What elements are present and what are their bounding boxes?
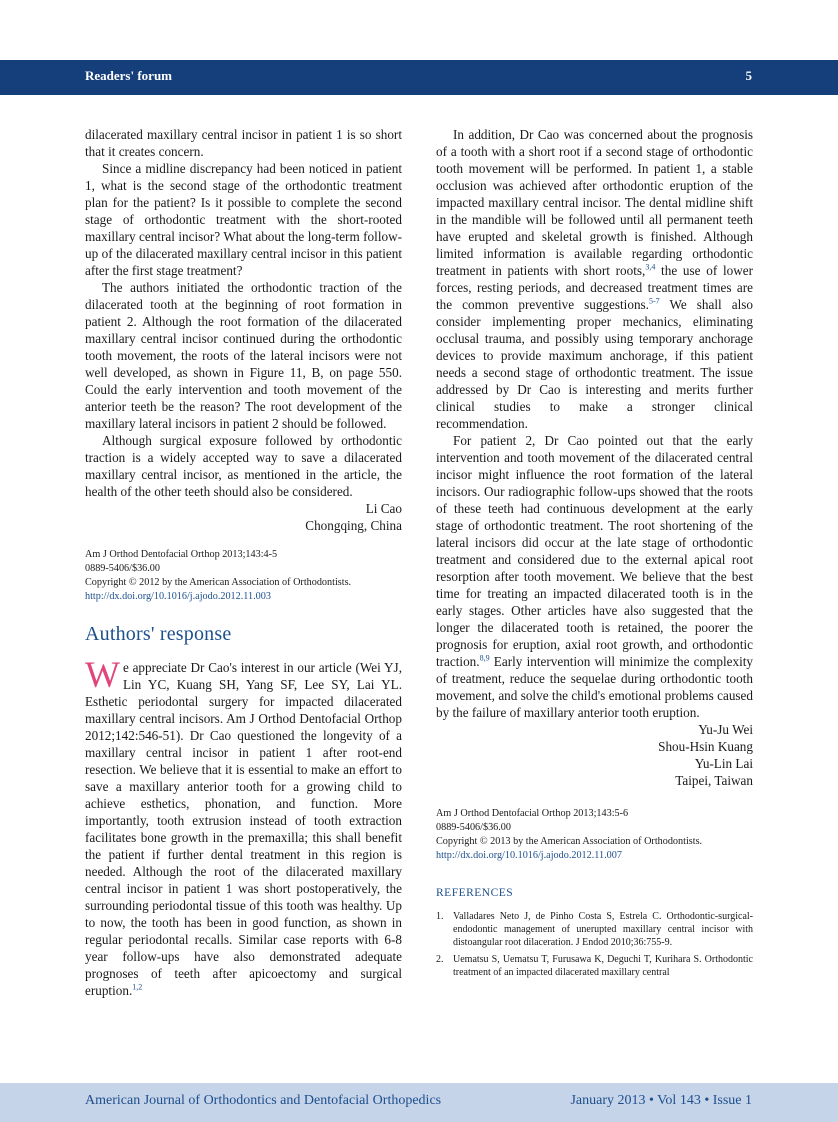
drop-cap: W (85, 655, 120, 696)
letter-paragraph: The authors initiated the orthodontic traction of the dilacerated tooth at the beginning of root formation in patient 2. Although the root formation of the dilacerated maxillary central incisor continued during the orthodontic tooth movement, the roots of the lateral incisors were not well developed, as shown in Figure 11, B, on page 550. Could the early intervention and tooth movement of the anterior teeth be the reason? The root development of the maxillary lateral incisors in patient 2 should be followed. (85, 280, 402, 431)
response-text: For patient 2, Dr Cao pointed out that the early intervention and tooth movement of the dilacerated central incisor might influence the root formation of the lateral incisors. Our radiographic follow-ups showed that the roots of these teeth had continuous development at the early stage of orthodontic treatment. The root shortening of the lateral incisors did occur at the late stage of orthodontic treatment and considered due to the external apical root resorption after tooth movement. We believe that the best time for treating an impacted dilacerated tooth is in the early stages. Other articles have also suggested that the longer the dilacerated tooth is retained, the poorer the prognosis for eruption, axial root growth, and orthodontic traction. (436, 433, 753, 669)
citation-issn: 0889-5406/$36.00 (436, 822, 511, 833)
response-author: Shou-Hsin Kuang (658, 739, 753, 754)
response-heading: Authors' response (85, 623, 232, 645)
response-location: Taipei, Taiwan (675, 773, 753, 788)
response-text: We shall also consider implementing proper mechanics, eliminating occlusal trauma, and possibly using temporary anchorage devices to provide maximum anchorage, if this patient needs a second stage of orthodontic treatment. The issue addressed by Dr Cao is interesting and merits further clinical studies to make a stronger clinical recommendation. (436, 297, 753, 431)
page-number: 5 (745, 68, 752, 83)
section-title: Readers' forum (85, 68, 173, 83)
references-heading: REFERENCES (436, 887, 514, 899)
letter-author: Li Cao (365, 501, 402, 516)
response-author: Yu-Ju Wei (698, 722, 753, 737)
reference-marker[interactable]: 3,4 (645, 262, 656, 272)
letter-citation (85, 548, 402, 604)
citation-copyright: Copyright © 2013 by the American Association of Orthodontists. (436, 836, 703, 847)
citation-journal: Am J Orthod Dentofacial Orthop 2013;143:5-6 (436, 808, 629, 819)
response-text: Early intervention will minimize the complexity of treatment, reduce the sequelae during orthodontic tooth movement, and solve the child's emotional problems caused by the failure of maxillary anterior tooth eruption. (436, 654, 753, 720)
citation-doi-link[interactable]: http://dx.doi.org/10.1016/j.ajodo.2012.11.003 (85, 591, 271, 602)
letter-paragraph: Although surgical exposure followed by orthodontic traction is a widely accepted way to save a dilacerated maxillary central incisor, as mentioned in the article, the health of the other teeth should also be considered. (85, 433, 402, 499)
reference-item (436, 910, 753, 949)
footer-issue: January 2013 • Vol 143 • Issue 1 (570, 1093, 752, 1108)
reference-item (436, 953, 753, 979)
response-text: In addition, Dr Cao was concerned about the prognosis of a tooth with a short root if a second stage of orthodontic tooth movement will be performed. In patient 1, a stable occlusion was achieved after orthodontic eruption of the impacted maxillary central incisor. The dental midline shift in the mandible will be followed until all permanent teeth have erupted and skeletal growth is finished. Although limited information is available regarding orthodontic treatment in patients with short roots, (436, 127, 753, 278)
response-citation (436, 807, 753, 863)
response-text: the use of lower forces, resting periods, and decreased treatment times are the common preventive suggestions. (436, 263, 754, 312)
references-list (436, 910, 753, 979)
reference-text: Valladares Neto J, de Pinho Costa S, Estrela C. Orthodontic-surgical-endodontic management of unerupted maxillary central incisor with distoangular root dilaceration. J Endod 2010;36:755-9. (453, 911, 753, 948)
citation-copyright: Copyright © 2012 by the American Association of Orthodontists. (85, 577, 352, 588)
reference-number: 1. (436, 911, 444, 922)
citation-doi-link[interactable]: http://dx.doi.org/10.1016/j.ajodo.2012.11.007 (436, 850, 622, 861)
running-header (0, 60, 838, 95)
citation-issn: 0889-5406/$36.00 (85, 563, 160, 574)
reference-number: 2. (436, 954, 444, 965)
reference-text: Uematsu S, Uematsu T, Furusawa K, Deguchi T, Kurihara S. Orthodontic treatment of an impacted dilacerated maxillary central (453, 954, 753, 978)
reference-marker[interactable]: 8,9 (479, 653, 490, 663)
left-column (85, 126, 402, 999)
letter-location: Chongqing, China (305, 518, 402, 533)
running-footer (0, 1083, 838, 1122)
reference-marker[interactable]: 5-7 (648, 296, 660, 306)
footer-journal: American Journal of Orthodontics and Dentofacial Orthopedics (85, 1093, 442, 1108)
letter-paragraph: dilacerated maxillary central incisor in patient 1 is so short that it creates concern. (85, 127, 402, 159)
right-column (436, 126, 753, 983)
response-author: Yu-Lin Lai (694, 756, 753, 771)
citation-journal: Am J Orthod Dentofacial Orthop 2013;143:4-5 (85, 549, 278, 560)
response-paragraph (436, 432, 753, 721)
response-text: e appreciate Dr Cao's interest in our article (Wei YJ, Lin YC, Kuang SH, Yang SF, Lee SY, Lai YL. Esthetic periodontal surgery for impacted dilacerated maxillary central incisors. Am J Orthod Dentofacial Orthop 2012;142:546-51). Dr Cao questioned the longevity of a maxillary central incisor in patient 1 after root-end resection. We believe that it is essential to make an effort to save a maxillary anterior tooth for a growing child to achieve esthetics, phonation, and function. More importantly, tooth extrusion instead of tooth extraction facilitates bone growth in the premaxilla; this shall benefit the patient if further dental treatment in this region is needed. Although the root of the dilacerated maxillary central incisor in patient 1 was short postoperatively, the surrounding periodontal tissue of this tooth was healthy. Up to now, the tooth has been in good function, as shown in regular periodontal recalls. Similar case reports with 6-8 year follow-ups have also demonstrated adequate prognoses of teeth after apicoectomy and surgical eruption. (85, 660, 402, 998)
response-paragraph (436, 126, 753, 432)
letter-paragraph: Since a midline discrepancy had been noticed in patient 1, what is the second stage of the orthodontic treatment plan for the patient? Is it possible to complete the second stage of orthodontic treatment with the short-rooted maxillary central incisor? What about the long-term follow-up of the dilacerated maxillary central incisor in this patient after the first stage treatment? (85, 161, 402, 278)
response-paragraph (85, 655, 402, 999)
reference-marker[interactable]: 1,2 (132, 982, 143, 992)
